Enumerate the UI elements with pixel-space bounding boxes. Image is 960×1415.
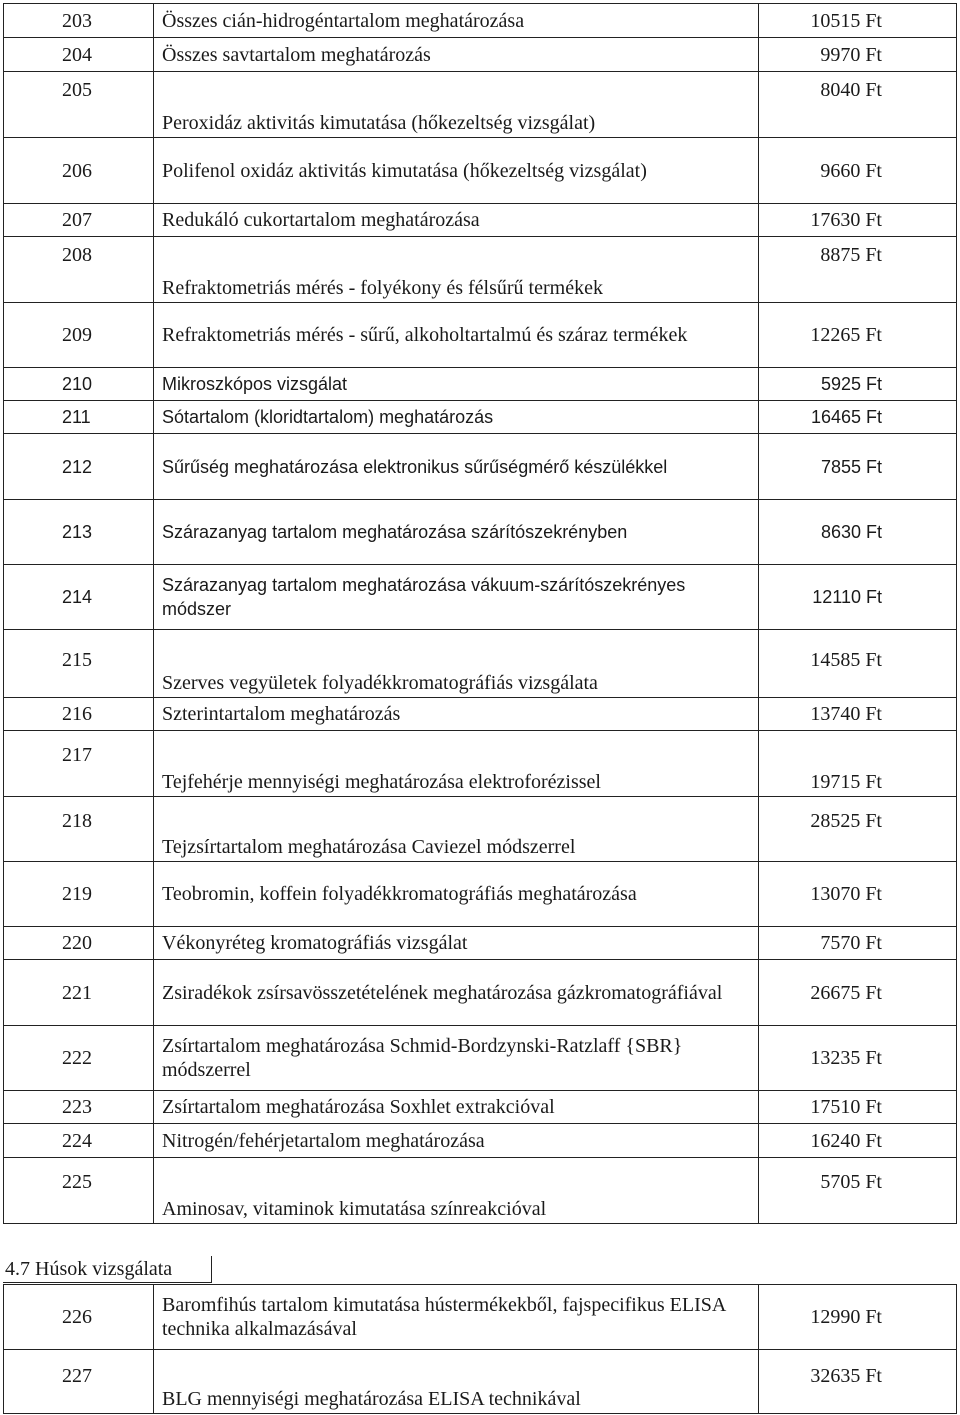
row-name: Szterintartalom meghatározás: [154, 698, 759, 731]
table-row: [4, 1026, 957, 1091]
row-price: 8040 Ft: [759, 72, 957, 138]
row-price: 7570 Ft: [759, 927, 957, 960]
row-price: 12265 Ft: [759, 303, 957, 368]
row-name: Vékonyréteg kromatográfiás vizsgálat: [154, 927, 759, 960]
table-row: [4, 1285, 957, 1350]
table-row: [4, 797, 957, 862]
table-row: [4, 565, 957, 630]
row-price: 8875 Ft: [759, 237, 957, 303]
row-price: 5925 Ft: [759, 368, 957, 401]
table-row: [4, 434, 957, 500]
row-name: Nitrogén/fehérjetartalom meghatározása: [154, 1124, 759, 1158]
row-price: 17630 Ft: [759, 204, 957, 237]
table-row: [4, 862, 957, 927]
row-code: 220: [4, 927, 154, 960]
row-code: 223: [4, 1091, 154, 1124]
row-code: 227: [4, 1350, 154, 1414]
table-row: [4, 960, 957, 1026]
row-name: Zsírtartalom meghatározása Soxhlet extrakcióval: [154, 1091, 759, 1124]
row-code: 216: [4, 698, 154, 731]
row-price: 9970 Ft: [759, 38, 957, 72]
table-row: [4, 368, 957, 401]
row-code: 212: [4, 434, 154, 500]
table-row: [4, 4, 957, 38]
row-price: 32635 Ft: [759, 1350, 957, 1414]
row-price: 13740 Ft: [759, 698, 957, 731]
price-table-meat: [3, 1284, 957, 1414]
table-row: [4, 237, 957, 303]
row-code: 224: [4, 1124, 154, 1158]
row-code: 210: [4, 368, 154, 401]
row-code: 215: [4, 630, 154, 698]
table-row: [4, 1091, 957, 1124]
row-price: 28525 Ft: [759, 797, 957, 862]
row-name: Mikroszkópos vizsgálat: [154, 368, 759, 401]
row-name: Szárazanyag tartalom meghatározása szárítószekrényben: [154, 500, 759, 565]
row-code: 207: [4, 204, 154, 237]
row-price: 8630 Ft: [759, 500, 957, 565]
row-code: 209: [4, 303, 154, 368]
row-name: Polifenol oxidáz aktivitás kimutatása (hőkezeltség vizsgálat): [154, 138, 759, 204]
row-price: 12110 Ft: [759, 565, 957, 630]
row-code: 205: [4, 72, 154, 138]
table-row: [4, 698, 957, 731]
row-code: 219: [4, 862, 154, 927]
table-row: [4, 401, 957, 434]
row-name: Tejzsírtartalom meghatározása Caviezel módszerrel: [154, 797, 759, 862]
row-name: BLG mennyiségi meghatározása ELISA technikával: [154, 1350, 759, 1414]
table-row: [4, 138, 957, 204]
table-row: [4, 72, 957, 138]
row-price: 17510 Ft: [759, 1091, 957, 1124]
row-price: 9660 Ft: [759, 138, 957, 204]
table-row: [4, 38, 957, 72]
row-price: 10515 Ft: [759, 4, 957, 38]
table-row: [4, 630, 957, 698]
table-row: [4, 1158, 957, 1224]
row-name: Peroxidáz aktivitás kimutatása (hőkezeltség vizsgálat): [154, 72, 759, 138]
table-row: [4, 731, 957, 797]
row-price: 12990 Ft: [759, 1285, 957, 1350]
table-row: [4, 500, 957, 565]
row-code: 206: [4, 138, 154, 204]
row-name: Redukáló cukortartalom meghatározása: [154, 204, 759, 237]
row-name: Sűrűség meghatározása elektronikus sűrűségmérő készülékkel: [154, 434, 759, 500]
row-name: Szerves vegyületek folyadékkromatográfiás vizsgálata: [154, 630, 759, 698]
row-price: 16240 Ft: [759, 1124, 957, 1158]
row-price: 14585 Ft: [759, 630, 957, 698]
table-row: [4, 303, 957, 368]
row-name: Teobromin, koffein folyadékkromatográfiás meghatározása: [154, 862, 759, 927]
row-name: Baromfihús tartalom kimutatása hústermékekből, fajspecifikus ELISA technika alkalmazásával: [154, 1285, 759, 1350]
section-title: 4.7 Húsok vizsgálata: [5, 1258, 173, 1280]
row-code: 217: [4, 731, 154, 797]
row-code: 208: [4, 237, 154, 303]
row-code: 204: [4, 38, 154, 72]
row-name: Szárazanyag tartalom meghatározása vákuum-szárítószekrényes módszer: [154, 565, 759, 630]
section-heading: [3, 1256, 212, 1283]
row-price: 26675 Ft: [759, 960, 957, 1026]
row-name: Refraktometriás mérés - folyékony és félsűrű termékek: [154, 237, 759, 303]
row-code: 203: [4, 4, 154, 38]
row-code: 213: [4, 500, 154, 565]
row-name: Zsiradékok zsírsavösszetételének meghatározása gázkromatográfiával: [154, 960, 759, 1026]
row-code: 221: [4, 960, 154, 1026]
row-name: Aminosav, vitaminok kimutatása színreakcióval: [154, 1158, 759, 1224]
table-row: [4, 927, 957, 960]
row-name: Összes cián-hidrogéntartalom meghatározása: [154, 4, 759, 38]
row-name: Összes savtartalom meghatározás: [154, 38, 759, 72]
row-code: 218: [4, 797, 154, 862]
price-table: [3, 3, 957, 1224]
row-code: 225: [4, 1158, 154, 1224]
table-row: [4, 1350, 957, 1414]
row-code: 222: [4, 1026, 154, 1091]
table-row: [4, 1124, 957, 1158]
row-name: Zsírtartalom meghatározása Schmid-Bordzynski-Ratzlaff {SBR} módszerrel: [154, 1026, 759, 1091]
row-price: 7855 Ft: [759, 434, 957, 500]
row-code: 211: [4, 401, 154, 434]
row-price: 19715 Ft: [759, 731, 957, 797]
row-price: 5705 Ft: [759, 1158, 957, 1224]
row-price: 13070 Ft: [759, 862, 957, 927]
row-code: 214: [4, 565, 154, 630]
table-row: [4, 204, 957, 237]
row-price: 13235 Ft: [759, 1026, 957, 1091]
row-name: Sótartalom (kloridtartalom) meghatározás: [154, 401, 759, 434]
row-code: 226: [4, 1285, 154, 1350]
row-price: 16465 Ft: [759, 401, 957, 434]
row-name: Refraktometriás mérés - sűrű, alkoholtartalmú és száraz termékek: [154, 303, 759, 368]
row-name: Tejfehérje mennyiségi meghatározása elektroforézissel: [154, 731, 759, 797]
